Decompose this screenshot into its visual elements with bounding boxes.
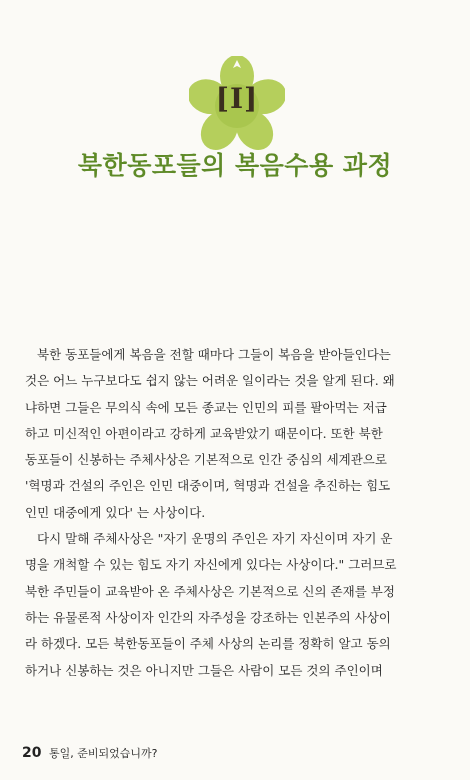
paragraph-1-line: 냐하면 그들은 무의식 속에 모든 종교는 인민의 피를 팔아먹는 저급 [25, 399, 387, 415]
paragraph-1-line: 인민 대중에게 있다' 는 사상이다. [25, 504, 206, 520]
body-text [25, 342, 450, 684]
chapter-number: [I] [215, 82, 259, 115]
page-number: 20 [22, 745, 42, 761]
paragraph-2-line: 북한 주민들이 교육받아 온 주체사상은 기본적으로 신의 존재를 부정 [25, 583, 395, 599]
paragraph-1-line: 동포들이 신봉하는 주체사상은 기본적으로 인간 중심의 세계관으로 [25, 452, 387, 468]
page-footer [22, 745, 157, 761]
chapter-title: 북한동포들의 복음수용 과정 [77, 151, 393, 180]
paragraph-1-line: 북한 동포들에게 복음을 전할 때마다 그들이 복음을 받아들인다는 [37, 347, 391, 362]
paragraph-2-line: 하는 유물론적 사상이자 인간의 자주성을 강조하는 인본주의 사상이 [25, 609, 391, 625]
book-title: 통일, 준비되었습니까? [48, 747, 158, 760]
paragraph-2-line: 명을 개척할 수 있는 힘도 자기 자신에게 있다는 사상이다." 그러므로 [25, 557, 397, 573]
paragraph-2-line: 다시 말해 주체사상은 "자기 운명의 주인은 자기 자신이며 자기 운 [37, 531, 393, 547]
paragraph-2-line: 하거나 신봉하는 것은 아니지만 그들은 사람이 모든 것의 주인이며 [25, 662, 383, 678]
paragraph-1-line: '혁명과 건설의 주인은 인민 대중이며, 혁명과 건설을 추진하는 힘도 [25, 478, 391, 494]
paragraph-1-line: 것은 어느 누구보다도 쉽지 않는 어려운 일이라는 것을 알게 된다. 왜 [25, 373, 395, 389]
paragraph-2-line: 라 하겠다. 모든 북한동포들이 주체 사상의 논리를 정확히 알고 동의 [25, 636, 391, 652]
paragraph-1-line: 하고 미신적인 아편이라고 강하게 교육받았기 때문이다. 또한 북한 [25, 425, 383, 441]
